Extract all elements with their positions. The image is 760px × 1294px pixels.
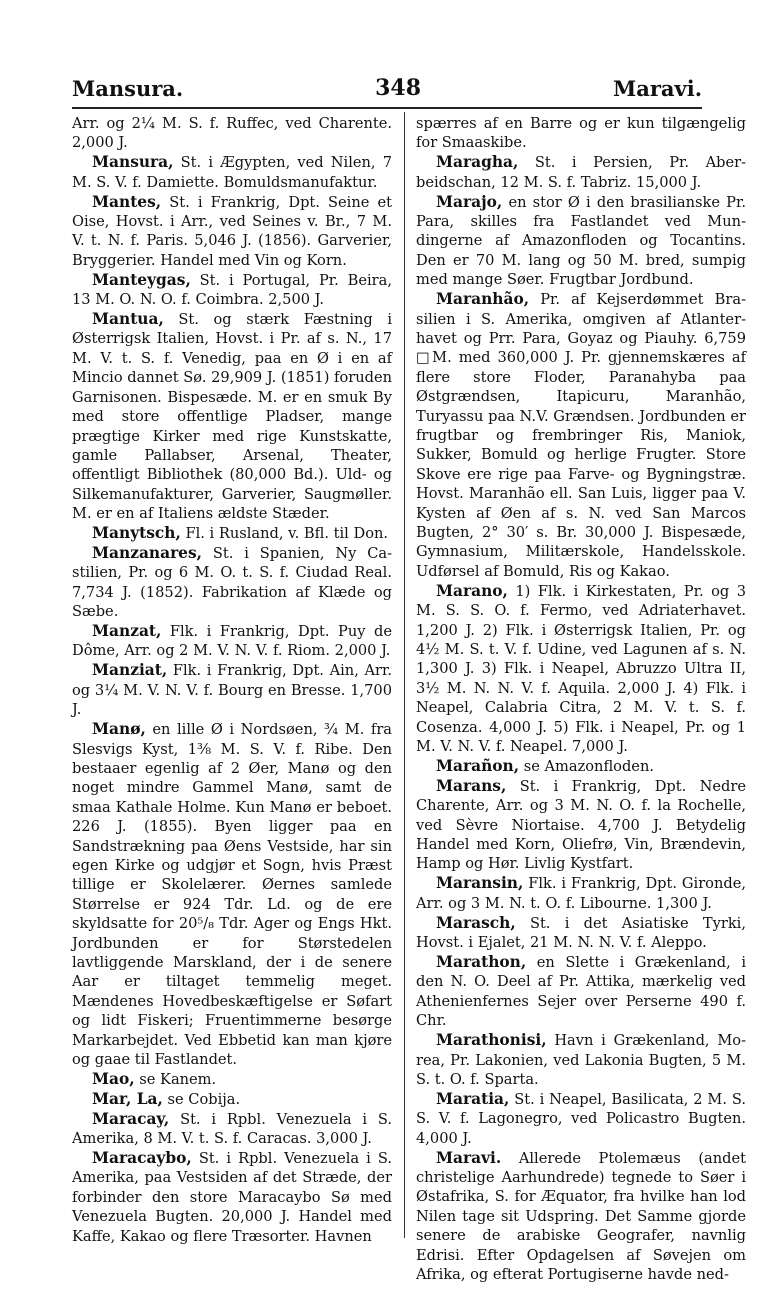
entry-headword: Mantua, xyxy=(92,310,164,329)
left-column xyxy=(72,114,392,1294)
entry-text: Havn i Grækenland, Morea, Pr. Lakonien, ved Lakonia Bugten, 5 M. S. t. O. f. Sparta. xyxy=(416,1032,746,1088)
dictionary-entry xyxy=(416,1031,746,1089)
header-right-word: Maravi. xyxy=(612,75,702,101)
entry-headword: Manø, xyxy=(92,720,146,739)
entry-headword: Marans, xyxy=(436,776,507,795)
entry-headword: Marano, xyxy=(436,581,508,600)
entry-text: St. og stærk Fæstning i Østerrigsk Italien, Hovst. i Pr. af s. N., 17 M. V. t. S. f. Venedig, paa en Ø i en af Mincio dannet Sø. 29,909 J. (1851) foruden Garnisonen. Bispesæde. M. er en smuk By med store offentlige Pladser, mange prægtige Kirker med rige Kunstskatte, gamle Pallabser, Arsenal, Theater, offentligt Bibliothek (80,000 Bd.). Uld- og Silkemanufakturer, Garverier, Saugmøller. M. er en af Italiens ældste Stæder. xyxy=(72,311,392,523)
entry-headword: Mantes, xyxy=(92,192,162,211)
entry-text: St. i Rpbl. Venezuela i S. Amerika, 8 M. V. t. S. f. Caracas. 3,000 J. xyxy=(72,1110,392,1148)
dictionary-entry xyxy=(72,193,392,271)
entry-headword: Manzanares, xyxy=(92,543,202,562)
entry-text: se Amazonfloden. xyxy=(519,757,654,775)
entry-text: en lille Ø i Nordsøen, ¾ M. fra Slesvigs Kyst, 1⅜ M. S. V. f. Ribe. Den bestaaer egenlig af 2 Øer, Manø og den noget mindre Gammel Manø, samt de smaa Kathale Holme. Kun Manø er beboet. 226 J. (1855). Byen ligger paa en Sandstrækning paa Øens Vestside, har sin egen Kirke og udgjør et Sogn, hvis Præst tillige er Skolelærer. Øernes samlede Størrelse er 924 Tdr. Ld. og de ere skyldsatte for 20⁵/₈ Tdr. Ager og Engs Hkt. Jordbunden er for Størstedelen lavtliggende Marskland, der i de senere Aar er tiltaget temmelig meget. Mændenes Hovedbeskæftigelse er Søfart og lidt Fiskeri; Fruentimmerne besørge Markarbejdet. Ved Ebbetid kan man kjøre og gaae til Fastlandet. xyxy=(72,721,392,1068)
entry-headword: Maracaybo, xyxy=(92,1149,192,1168)
entry-headword: Maravi. xyxy=(436,1148,502,1167)
dictionary-entry xyxy=(72,524,392,543)
entry-text: Flk. i Frankrig, Dpt. Ain, Arr. og 3¼ M. V. N. V. f. Bourg en Bresse. 1,700 J. xyxy=(72,662,392,719)
entry-text: Allerede Ptolemæus (andet christelige Aarhundrede) tegnede to Søer i Østafrika, S. for Æquator, fra hvilke han lod Nilen tage sit Udspring. Det Samme gjorde senere de arabiske Geografer, navnlig Edrisi. Efter Opdagelsen af Søvejen om Afrika, og efterat Portugiserne havde ned- xyxy=(416,1149,746,1283)
entry-headword: Manzat, xyxy=(92,622,162,641)
entry-headword: Marathonisi, xyxy=(436,1031,547,1050)
dictionary-entry xyxy=(416,953,746,1031)
entry-text: en stor Ø i den brasilianske Pr. Para, skilles fra Fastlandet ved Mundingerne af Amazonfloden og Tocantins. Den er 70 M. lang og 50 M. bred, sumpig med mange Søer. Frugtbar Jordbund. xyxy=(416,193,746,289)
dictionary-entry xyxy=(72,1070,392,1089)
entry-headword: Mao, xyxy=(92,1069,135,1088)
entry-text: St. i Neapel, Basilicata, 2 M. S. S. V. f. Lagonegro, ved Policastro Bugten. 4,000 J. xyxy=(416,1090,746,1147)
dictionary-entry xyxy=(72,1110,392,1149)
entry-text: se Cobija. xyxy=(162,1090,241,1108)
entry-text: St. i Portugal, Pr. Beira, 13 M. O. N. O. f. Coimbra. 2,500 J. xyxy=(72,271,392,309)
entry-headword: Manytsch, xyxy=(92,524,181,543)
entry-headword: Marañon, xyxy=(436,756,520,775)
entry-headword: Manteygas, xyxy=(92,270,191,289)
dictionary-entry xyxy=(416,777,746,874)
dictionary-entry xyxy=(416,1149,746,1285)
entry-headword: Maransin, xyxy=(436,874,524,893)
entry-headword: Mar, La, xyxy=(92,1089,163,1108)
dictionary-entry xyxy=(72,622,392,661)
dictionary-entry xyxy=(416,874,746,913)
entry-text: St. i Frankrig, Dpt. Seine et Oise, Hovst. i Arr., ved Seines v. Br., 7 M. V. t. N. f. Paris. 5,046 J. (1856). Garverier, Bryggerier. Handel med Vin og Korn. xyxy=(72,193,392,269)
entry-text: St. i Rpbl. Venezuela i S. Amerika, paa Vestsiden af det Stræde, der forbinder den store Maracaybo Sø med Venezuela Bugten. 20,000 J. Handel med Kaffe, Kakao og flere Træsorter. Havnen xyxy=(72,1150,392,1245)
dictionary-entry xyxy=(416,1090,746,1148)
dictionary-entry xyxy=(416,193,746,290)
entry-text: St. i Spanien, Ny Castilien, Pr. og 6 M. O. t. S. f. Ciudad Real. 7,734 J. (1852). Fabrikation af Klæde og Sæbe. xyxy=(72,544,392,621)
entry-headword: Marasch, xyxy=(436,913,516,932)
entry-text: Arr. og 2¼ M. S. f. Ruffec, ved Charente. 2,000 J. xyxy=(72,115,392,152)
dictionary-entry xyxy=(72,153,392,192)
entry-headword: Maranhão, xyxy=(436,290,530,309)
entry-text: St. i Ægypten, ved Nilen, 7 M. S. V. f. Damiette. Bomuldsmanufaktur. xyxy=(72,154,392,191)
header-left-word: Mansura. xyxy=(72,75,184,101)
page-header xyxy=(72,70,702,106)
dictionary-entry xyxy=(72,661,392,719)
dictionary-entry xyxy=(72,114,392,153)
entry-text: Pr. af Kejserdømmet Brasilien i S. Amerika, omgiven af Atlanterhavet og Prr. Para, Goyaz og Piauhy. 6,759 □M. med 360,000 J. Pr. gjennemskæres af flere store Floder, Paranahyba paa Østgrændsen, Itapicuru, Maranhão, Turyassu paa N.V. Grændsen. Jordbunden er frugtbar og frembringer Ris, Maniok, Sukker, Bomuld og herlige Frugter. Store Skove ere rige paa Farve- og Bygningstræ. Hovst. Maranhão ell. San Luis, ligger paa V. Kysten af Øen af s. N. ved San Marcos Bugten, 2° 30′ s. Br. 30,000 J. Bispesæde, Gymnasium, Militærskole, Handelsskole. Udførsel af Bomuld, Ris og Kakao. xyxy=(416,291,746,580)
header-rule xyxy=(72,107,702,109)
entry-text: se Kanem. xyxy=(134,1070,217,1088)
entry-headword: Maracay, xyxy=(92,1109,170,1128)
entry-text: 1) Flk. i Kirkestaten, Pr. og 3 M. S. S. O. f. Fermo, ved Adriaterhavet. 1,200 J. 2) Flk. i Østerrigsk Italien, Pr. og 4½ M. S. t. V. f. Udine, ved Lagunen af s. N. 1,300 J. 3) Flk. i Neapel, Abruzzo Ultra II, 3½ M. N. N. V. f. Aquila. 2,000 J. 4) Flk. i Neapel, Calabria Citra, 2 M. V. t. S. f. Cosenza. 4,000 J. 5) Flk. i Neapel, Pr. og 1 M. V. N. V. f. Neapel. 7,000 J. xyxy=(416,582,746,755)
dictionary-entry xyxy=(416,757,746,776)
dictionary-entry xyxy=(72,1149,392,1246)
dictionary-entry xyxy=(72,544,392,622)
dictionary-entry xyxy=(72,310,392,523)
dictionary-entry xyxy=(416,290,746,581)
entry-headword: Manziat, xyxy=(92,661,168,680)
dictionary-entry xyxy=(72,271,392,310)
entry-headword: Maratia, xyxy=(436,1089,510,1108)
dictionary-entry xyxy=(416,153,746,192)
dictionary-entry xyxy=(416,914,746,953)
entry-text: Fl. i Rusland, v. Bfl. til Don. xyxy=(180,525,389,543)
dictionary-entry xyxy=(416,114,746,153)
entry-text: spærres af en Barre og er kun tilgængelig for Smaaskibe. xyxy=(416,115,746,152)
entry-headword: Mansura, xyxy=(92,153,174,172)
entry-text: Flk. i Frankrig, Dpt. Puy de Dôme, Arr. og 2 M. V. N. V. f. Riom. 2,000 J. xyxy=(72,623,392,660)
right-column xyxy=(416,114,746,1294)
entry-text: Flk. i Frankrig, Dpt. Gironde, Arr. og 3 M. N. t. O. f. Libourne. 1,300 J. xyxy=(416,875,746,912)
dictionary-entry xyxy=(416,582,746,757)
entry-headword: Marajo, xyxy=(436,192,503,211)
entry-text: St. i Frankrig, Dpt. Nedre Charente, Arr. og 3 M. N. O. f. la Rochelle, ved Sèvre Niortaise. 4,700 J. Betydelig Handel med Korn, Oliefrø, Vin, Brændevin, Hamp og Hør. Livlig Kystfart. xyxy=(416,777,746,873)
column-divider xyxy=(404,112,405,1238)
dictionary-entry xyxy=(72,1090,392,1109)
entry-text: St. i Persien, Pr. Aberbeidschan, 12 M. S. f. Tabriz. 15,000 J. xyxy=(416,154,746,191)
entry-text: St. i det Asiatiske Tyrki, Hovst. i Ejalet, 21 M. N. N. V. f. Aleppo. xyxy=(416,914,746,952)
entry-headword: Marathon, xyxy=(436,952,527,971)
entry-text: en Slette i Grækenland, i den N. O. Deel af Pr. Attika, mærkelig ved Athenienfernes Sejer over Perserne 490 f. Chr. xyxy=(416,953,746,1030)
entry-headword: Maragha, xyxy=(436,153,519,172)
page-number: 348 xyxy=(375,75,422,101)
dictionary-entry xyxy=(72,720,392,1069)
